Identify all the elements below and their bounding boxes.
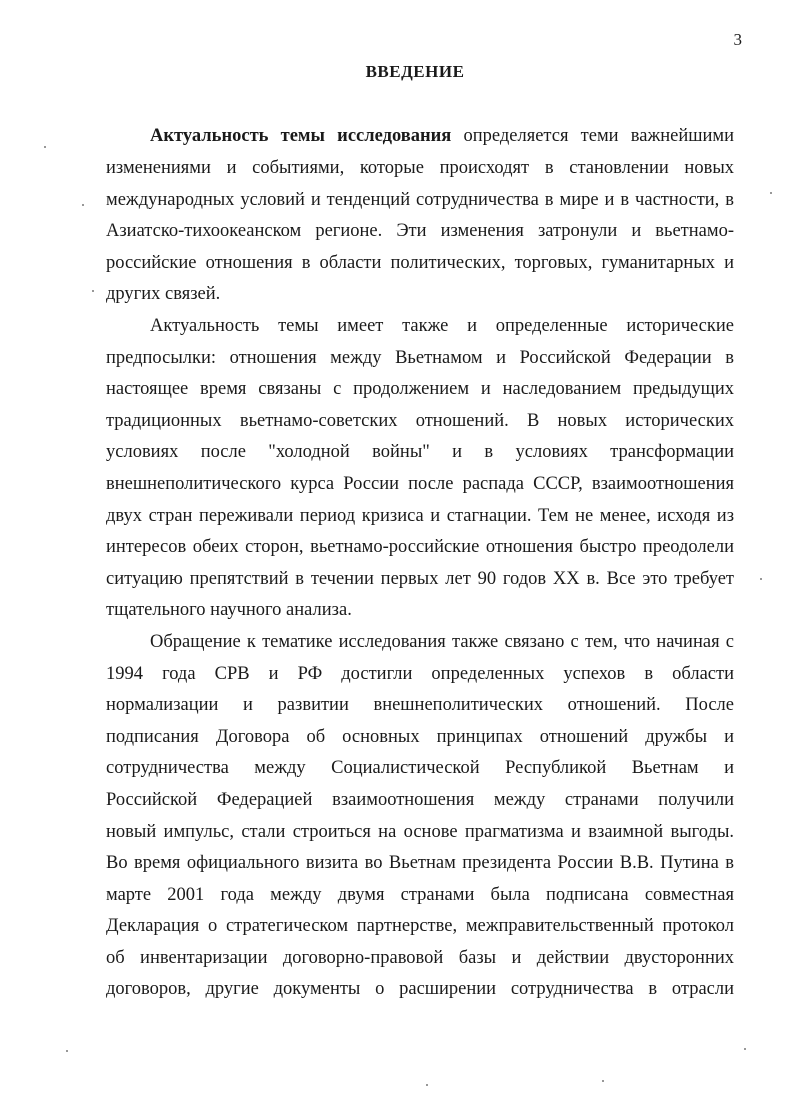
text-line: других связей. [106, 284, 221, 304]
text-line: Во время официального визита во Вьетнам президента России В.В. Путина в [106, 853, 734, 873]
text-line: международных условий и тенденций сотрудничества в мире и в частности, в [106, 190, 734, 210]
text-line: двух стран переживали период кризиса и стагнации. Тем не менее, исходя из [106, 506, 734, 526]
text-line: марте 2001 года между двумя странами была подписана совместная [106, 885, 734, 905]
scan-speck [66, 1050, 68, 1052]
text-line: тщательного научного анализа. [106, 600, 352, 620]
text-line: настоящее время связаны с продолжением и наследованием предыдущих [106, 379, 734, 399]
text-line: российские отношения в области политических, торговых, гуманитарных и [106, 253, 734, 273]
text-line: нормализации и развитии внешнеполитических отношений. После [106, 695, 734, 715]
text-line: Обращение к тематике исследования также связано с тем, что начиная с [150, 632, 734, 652]
text-line: договоров, другие документы о расширении сотрудничества в отрасли [106, 979, 734, 999]
scan-speck [602, 1080, 604, 1082]
text-line: Азиатско-тихоокеанском регионе. Эти изменения затронули и вьетнамо- [106, 221, 734, 241]
text-line: изменениями и событиями, которые происходят в становлении новых [106, 158, 734, 178]
text-fragment: определяется теми важнейшими [451, 126, 734, 146]
scan-speck [82, 204, 84, 206]
text-line: Актуальность темы имеет также и определенные исторические [150, 316, 734, 336]
text-line: об инвентаризации договорно-правовой базы и действии двусторонних [106, 948, 734, 968]
page-title: ВВЕДЕНИЕ [365, 62, 465, 81]
text-line: сотрудничества между Социалистической Республикой Вьетнам и [106, 758, 734, 778]
text-line: Российской Федерацией взаимоотношения между странами получили [106, 790, 734, 810]
text-line: интересов обеих сторон, вьетнамо-российские отношения быстро преодолели [106, 537, 734, 557]
scan-speck [770, 192, 772, 194]
lead-phrase: Актуальность темы исследования [150, 126, 452, 146]
text-line [150, 124, 734, 148]
page-number: 3 [733, 30, 742, 49]
text-line: условиях после "холодной войны" и в условиях трансформации [106, 442, 734, 462]
scan-speck [426, 1084, 428, 1086]
text-line: ситуацию препятствий в течении первых лет 90 годов XX в. Все это требует [106, 569, 734, 589]
text-line: подписания Договора об основных принципах отношений дружбы и [106, 727, 734, 747]
text-line: традиционных вьетнамо-советских отношений. В новых исторических [106, 411, 734, 431]
scan-speck [92, 290, 94, 292]
scan-speck [44, 146, 46, 148]
text-line: новый импульс, стали строиться на основе прагматизма и взаимной выгоды. [106, 822, 734, 842]
text-line: Декларация о стратегическом партнерстве, межправительственный протокол [106, 916, 734, 936]
scan-speck [744, 1048, 746, 1050]
text-line: внешнеполитического курса России после распада СССР, взаимоотношения [106, 474, 734, 494]
text-line: 1994 года СРВ и РФ достигли определенных успехов в области [106, 664, 734, 684]
text-line: предпосылки: отношения между Вьетнамом и Российской Федерации в [106, 348, 734, 368]
scan-speck [760, 578, 762, 580]
